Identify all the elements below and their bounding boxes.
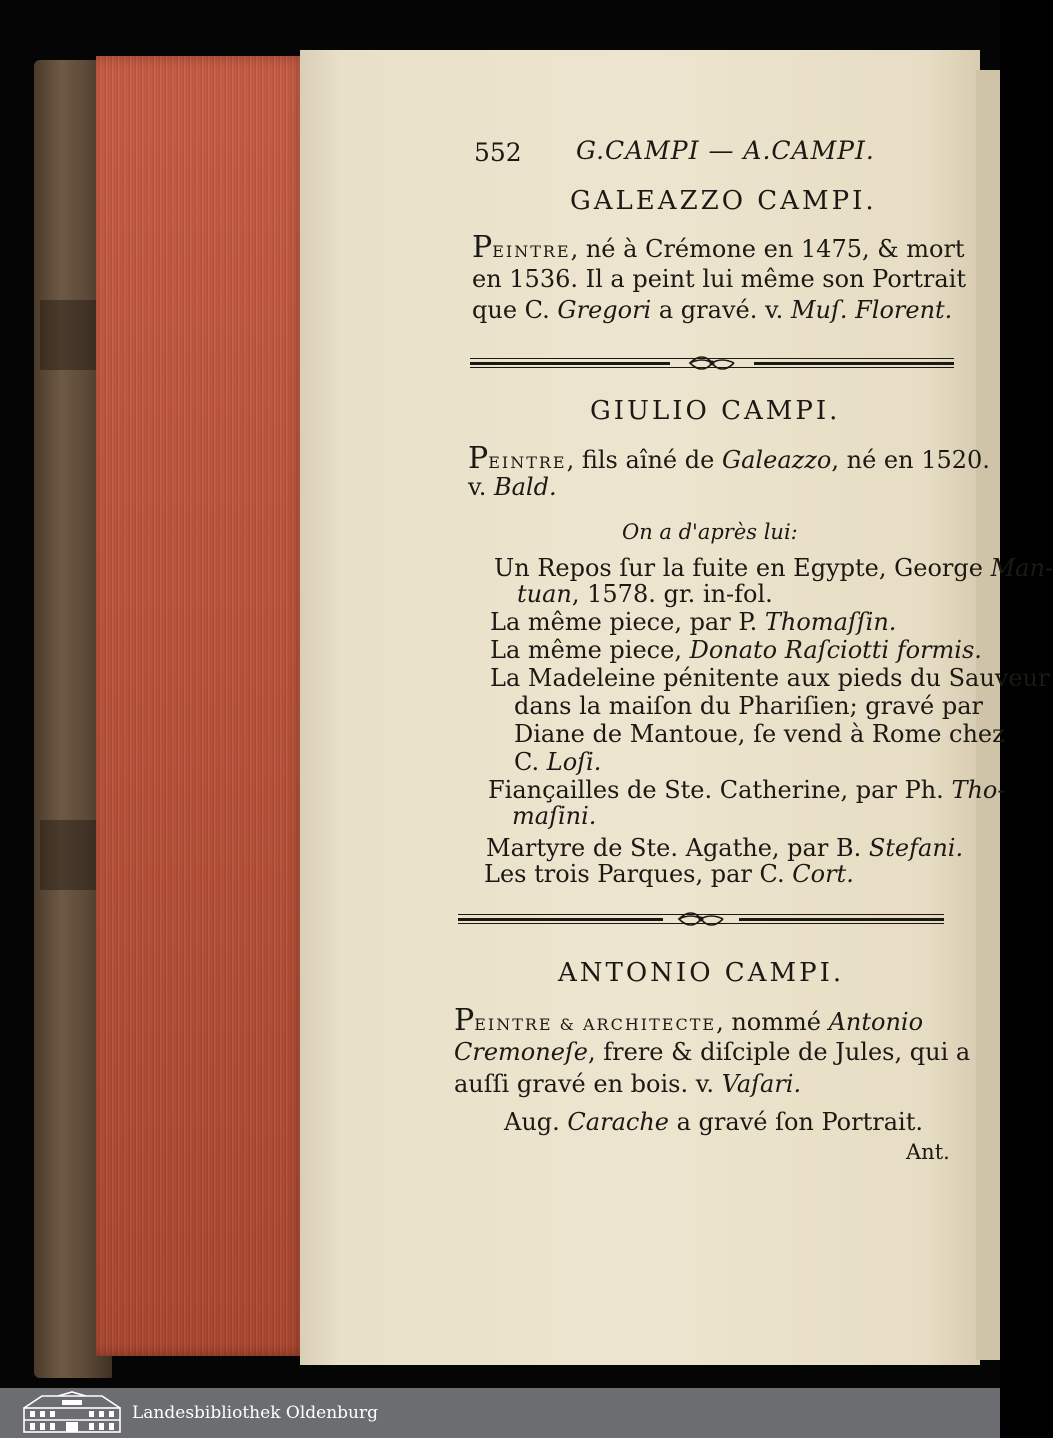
running-title: G.CAMPI — A.CAMPI. [576, 136, 875, 165]
work-line: La Madeleine pénitente aux pieds du Sauveur [490, 664, 1050, 692]
entry-text-line: v. Bald. [468, 473, 557, 501]
page-fore-edge [96, 56, 310, 1356]
rule-ornament-icon [677, 911, 725, 927]
work-line: Un Repos ſur la fuite en Egypte, George Man- [494, 554, 1053, 582]
footer-bar [0, 1388, 1000, 1438]
library-building-icon [22, 1392, 122, 1434]
rule-ornament-icon [688, 355, 736, 371]
entry-title: GALEAZZO CAMPI. [570, 186, 877, 216]
work-line: La même piece, Donato Raſciotti formis. [490, 636, 982, 664]
work-line: tuan, 1578. gr. in-fol. [517, 580, 773, 608]
works-heading: On a d'après lui: [622, 520, 798, 544]
entry-text-line: en 1536. Il a peint lui même son Portrait [472, 265, 967, 293]
page-number: 552 [474, 138, 522, 167]
entry-note: Aug. Carache a gravé ſon Portrait. [504, 1108, 923, 1136]
work-line: Martyre de Ste. Agathe, par B. Stefani. [486, 834, 964, 862]
entry-title: GIULIO CAMPI. [590, 396, 841, 426]
work-line: Fiançailles de Ste. Catherine, par Ph. Tho- [488, 776, 1006, 804]
entry-text-line: auſſi gravé en bois. v. Vaſari. [454, 1070, 802, 1098]
ornamental-rule [470, 358, 954, 368]
entry-text-line: que C. Gregori a gravé. v. Muſ. Florent. [472, 296, 953, 324]
institution-name: Landesbibliothek Oldenburg [132, 1403, 379, 1423]
work-line: dans la maiſon du Phariſien; gravé par [514, 692, 983, 720]
entry-text-line: PEINTRE, fils aîné de Galeazzo, né en 1520. [468, 441, 990, 476]
entry-text-line: PEINTRE & ARCHITECTE, nommé Antonio [454, 1003, 924, 1038]
work-line: Les trois Parques, par C. Cort. [484, 860, 854, 888]
work-line: Diane de Mantoue, ſe vend à Rome chez [514, 720, 1005, 748]
entry-title: ANTONIO CAMPI. [558, 958, 845, 988]
entry-text-line: PEINTRE, né à Crémone en 1475, & mort [472, 230, 965, 265]
work-line: C. Loſi. [514, 748, 602, 776]
work-line: La même piece, par P. Thomaſſin. [490, 608, 897, 636]
ornamental-rule [458, 914, 944, 924]
entry-text-line: Cremoneſe, frere & diſciple de Jules, qui a [454, 1038, 971, 1066]
work-line: maſini. [512, 802, 597, 830]
catchword: Ant. [906, 1140, 950, 1164]
